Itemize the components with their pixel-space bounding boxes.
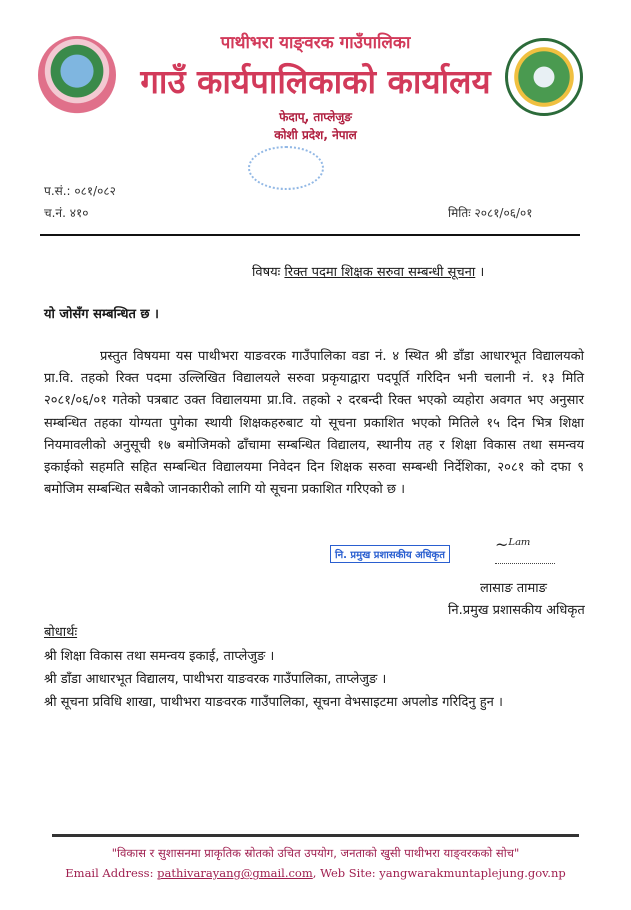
- cc-item: श्री डाँडा आधारभूत विद्यालय, पाथीभरा याङवरक गाउँपालिका, ताप्लेजुङ ।: [44, 672, 387, 687]
- fiscal-year-ref: प.सं.: ०८१/०८२: [44, 184, 116, 198]
- subject-text: रिक्त पदमा शिक्षक सरुवा सम्बन्धी सूचना: [284, 265, 476, 280]
- greeting: यो जोसँग सम्बन्धित छ ।: [44, 307, 159, 322]
- website-link[interactable]: yangwarakmuntaplejung.gov.np: [379, 866, 566, 880]
- subject-end: ।: [479, 265, 485, 280]
- office-stamp: [248, 146, 324, 190]
- cc-heading: बोधार्थः: [44, 625, 78, 640]
- footer-contact: [0, 866, 631, 880]
- cc-item: श्री सूचना प्रविधि शाखा, पाथीभरा याङवरक गाउँपालिका, सूचना वेभसाइटमा अपलोड गरिदिनु हुन ।: [44, 695, 503, 710]
- dispatch-number: च.नं. ४१०: [44, 206, 89, 220]
- address-line-2: कोशी प्रदेश, नेपाल: [274, 128, 357, 142]
- designation-stamp: नि. प्रमुख प्रशासकीय अधिकृत: [330, 545, 450, 563]
- email-link[interactable]: pathivarayang@gmail.com: [157, 866, 313, 880]
- website-label: , Web Site:: [312, 866, 376, 880]
- footer-divider: [52, 834, 579, 837]
- municipality-name: पाथीभरा याङ्वरक गाउँपालिका: [220, 33, 411, 53]
- subject-line: [252, 262, 484, 280]
- signature: ~ᴸᵃᵐ: [495, 535, 555, 564]
- signatory-title: नि.प्रमुख प्रशासकीय अधिकृत: [448, 603, 585, 618]
- letter-date: मितिः २०८१/०६/०१: [448, 206, 533, 220]
- header-divider: [40, 234, 580, 236]
- body-paragraph: प्रस्तुत विषयमा यस पाथीभरा याङवरक गाउँपालिका वडा नं. ४ स्थित श्री डाँडा आधारभूत विद्यालयको प्रा.वि. तहको रिक्त पदमा उल्लिखित विद्यालयले सरुवा प्रकृयाद्वारा पदपूर्ति गरिदिन भनी चलानी नं. १३ मिति २०८१/०६/०१ गतेको पत्रबाट उक्त विद्यालयमा प्रा.वि. तहको २ दरबन्दी रिक्त भएको व्यहोरा अवगत भए अनुसार सम्बन्धित तहका योग्यता पुगेका स्थायी शिक्षकहरुबाट यो सूचना प्रकाशित भएको मितिले १५ दिन भित्र शिक्षा नियमावलीको अनुसूची १७ बमोजिमको ढाँचामा सम्बन्धित विद्यालय, स्थानीय तह र शिक्षा विकास तथा समन्वय इकाईको सहमति सहित सम्बन्धित विद्यालयमा निवेदन दिन शिक्षक सरुवा सम्बन्धी निर्देशिका, २०८१ को दफा ९ बमोजिम सम्बन्धित सबैको जानकारीको लागि यो सूचना प्रकाशित गरिएको छ ।: [44, 349, 584, 498]
- address-line-1: फेदाप्, ताप्लेजुङ: [279, 110, 352, 124]
- office-title: गाउँ कार्यपालिकाको कार्यालय: [140, 62, 491, 101]
- footer-motto: "विकास र सुशासनमा प्राकृतिक स्रोतको उचित उपयोग, जनताको खुसी पाथीभरा याङ्वरकको सोच": [111, 846, 520, 860]
- cc-item: श्री शिक्षा विकास तथा समन्वय इकाई, ताप्लेजुङ ।: [44, 649, 275, 664]
- email-label: Email Address:: [65, 866, 154, 880]
- signatory-name: लासाङ तामाङ: [480, 581, 547, 596]
- subject-label: विषयः: [252, 265, 281, 280]
